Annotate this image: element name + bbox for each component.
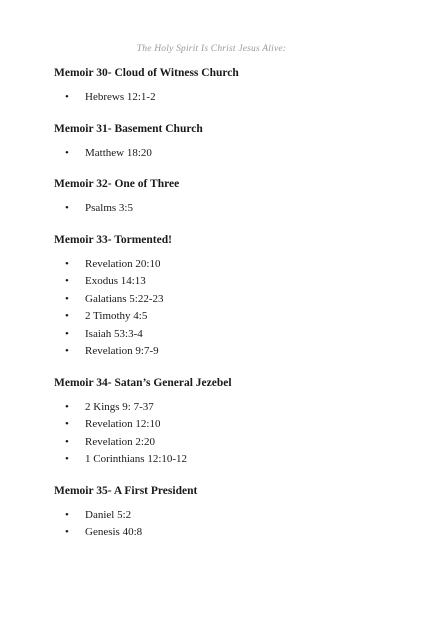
memoir-index: [54, 66, 394, 542]
verse-reference: Revelation 12:10: [85, 418, 161, 430]
bullet-icon: •: [65, 400, 69, 413]
memoir-section: [54, 177, 394, 218]
bullet-icon: •: [65, 257, 69, 270]
bullet-icon: •: [65, 275, 69, 287]
bullet-icon: •: [65, 435, 69, 448]
verse-item: [54, 89, 394, 107]
verse-item: [54, 256, 394, 274]
memoir-title: Memoir 33- Tormented!: [54, 233, 172, 246]
verse-reference: Revelation 9:7-9: [85, 345, 159, 357]
verse-list: [54, 89, 394, 107]
verse-reference: 2 Kings 9: 7-37: [85, 400, 154, 413]
verse-reference: 1 Corinthians 12:10-12: [85, 453, 188, 465]
verse-reference: Genesis 40:8: [85, 526, 143, 538]
memoir-section: [54, 484, 394, 542]
bullet-icon: •: [65, 327, 69, 340]
bullet-icon: •: [65, 310, 69, 322]
verse-item: [54, 524, 394, 542]
verse-reference: Exodus 14:13: [85, 275, 146, 287]
bullet-icon: •: [65, 453, 69, 465]
bullet-icon: •: [65, 202, 69, 214]
bullet-icon: •: [65, 91, 69, 103]
bullet-icon: •: [65, 345, 69, 357]
verse-list: [54, 145, 394, 163]
verse-item: [54, 291, 394, 309]
memoir-title: Memoir 35- A First President: [54, 484, 198, 497]
memoir-section: [54, 66, 394, 107]
memoir-section: [54, 122, 394, 163]
verse-item: [54, 326, 394, 344]
bullet-icon: •: [65, 526, 69, 538]
verse-item: [54, 343, 394, 361]
bullet-icon: •: [65, 146, 69, 159]
memoir-title: Memoir 30- Cloud of Witness Church: [54, 67, 239, 79]
memoir-section: [54, 233, 394, 361]
verse-reference: Matthew 18:20: [85, 146, 152, 159]
verse-reference: Psalms 3:5: [85, 202, 133, 214]
memoir-section: [54, 376, 394, 469]
verse-reference: 2 Timothy 4:5: [85, 310, 148, 322]
verse-item: [54, 200, 394, 218]
verse-reference: Isaiah 53:3-4: [85, 327, 143, 340]
verse-reference: Hebrews 12:1-2: [85, 91, 156, 103]
verse-item: [54, 273, 394, 291]
bullet-icon: •: [65, 418, 69, 430]
verse-reference: Revelation 2:20: [85, 435, 155, 448]
memoir-title: Memoir 31- Basement Church: [54, 122, 203, 135]
verse-item: [54, 308, 394, 326]
verse-list: [54, 200, 394, 218]
verse-item: [54, 145, 394, 163]
verse-list: [54, 507, 394, 542]
verse-list: [54, 399, 394, 469]
verse-item: [54, 416, 394, 434]
verse-item: [54, 399, 394, 417]
verse-item: [54, 434, 394, 452]
memoir-title: Memoir 34- Satan’s General Jezebel: [54, 376, 232, 389]
bullet-icon: •: [65, 508, 69, 521]
verse-list: [54, 256, 394, 361]
verse-reference: Daniel 5:2: [85, 508, 132, 521]
verse-item: [54, 507, 394, 525]
verse-reference: Revelation 20:10: [85, 257, 161, 270]
verse-reference: Galatians 5:22-23: [85, 292, 164, 305]
memoir-title: Memoir 32- One of Three: [54, 178, 180, 190]
running-header: The Holy Spirit Is Christ Jesus Alive:: [136, 44, 287, 54]
verse-item: [54, 451, 394, 469]
bullet-icon: •: [65, 292, 69, 305]
